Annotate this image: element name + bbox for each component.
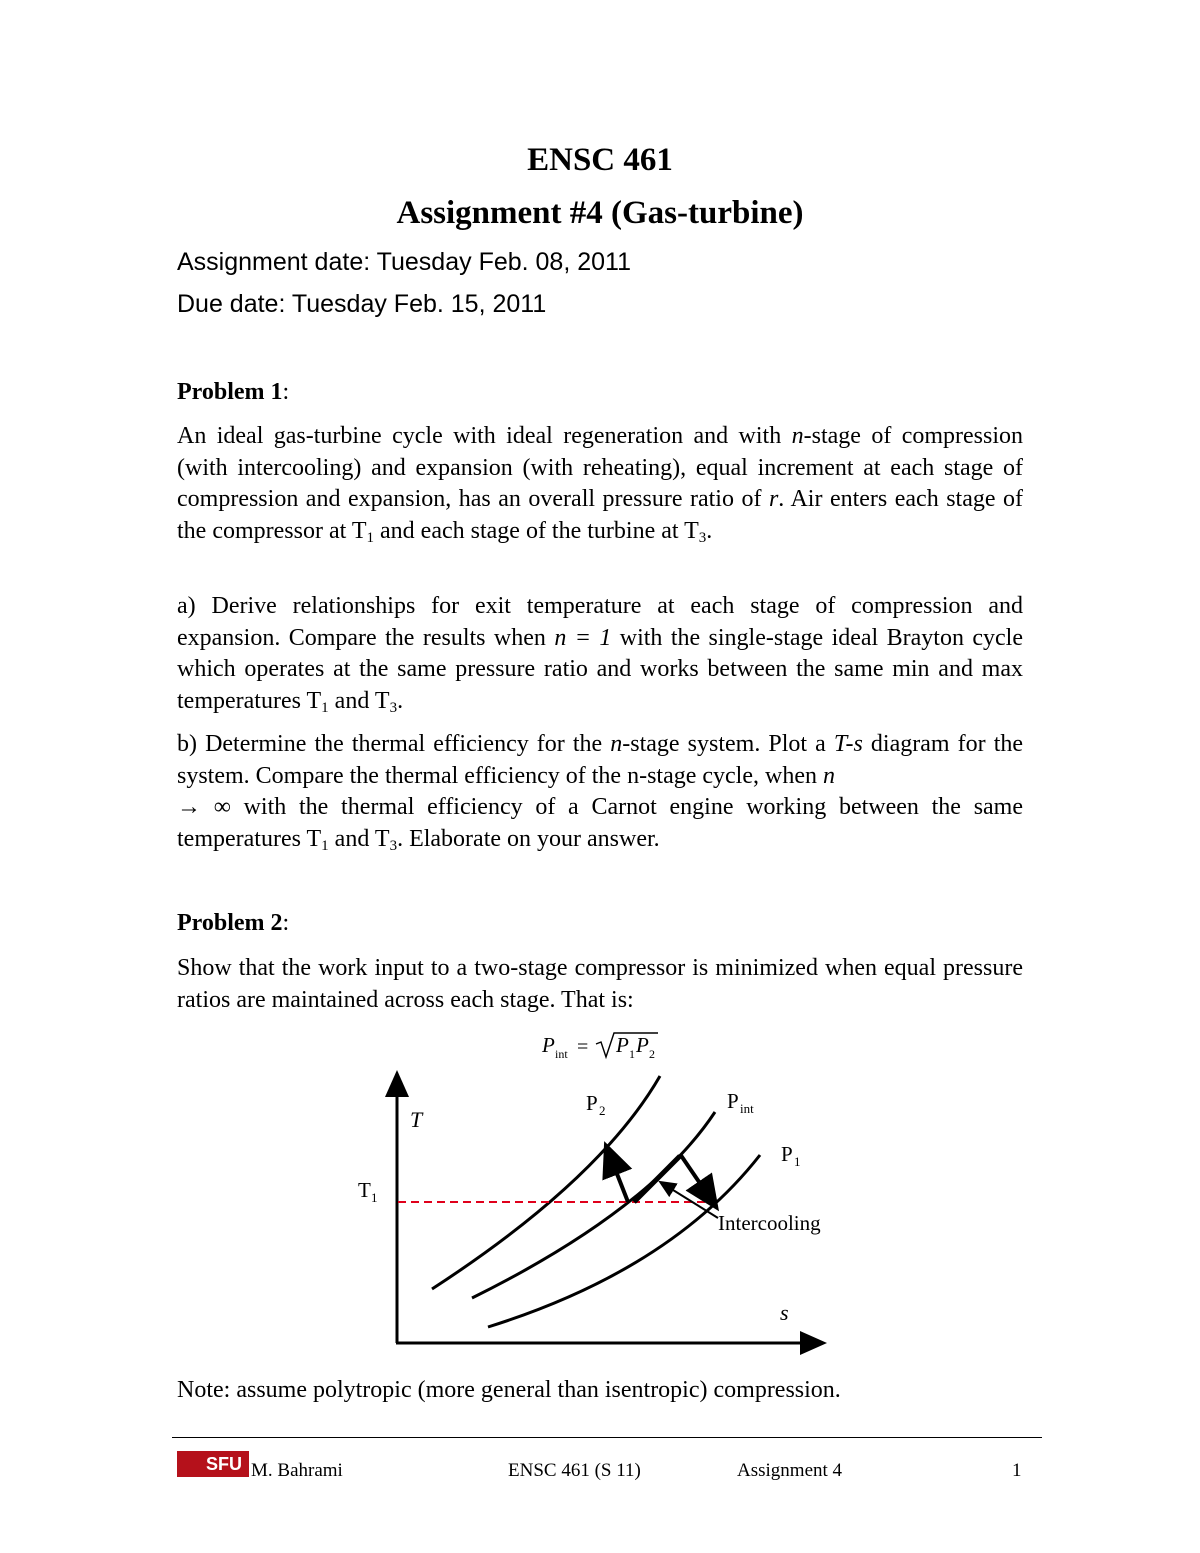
x-axis-label: s: [780, 1300, 789, 1325]
problem1-text: An ideal gas-turbine cycle with ideal regeneration and with n-stage of compression (with intercooling) and expansion (with reheating), equal increment at each stage of compression and expansion, has an overall pressure ratio of r. Air enters each stage of the compressor at $T_1$ and each stage of the turbine at $T_3$.: [177, 423, 1024, 546]
t1-label-sub: 1: [371, 1190, 378, 1205]
assignment-date: Assignment date: Tuesday Feb. 08, 2011: [177, 248, 631, 276]
intercooling-line: [634, 1156, 680, 1202]
assignment-title: Assignment #4 (Gas-turbine): [396, 195, 804, 231]
compression-arrow-1: [680, 1154, 710, 1198]
isobar-p1: [488, 1155, 760, 1327]
eq-rad1-sub: 1: [629, 1047, 635, 1061]
compression-arrow-2: [610, 1156, 628, 1202]
eq-rad2-sub: 2: [649, 1047, 655, 1061]
p1-label: P: [781, 1142, 793, 1166]
t1-label: T: [358, 1178, 371, 1202]
problem1-heading: Problem 1:: [177, 379, 290, 405]
ts-diagram: [340, 1030, 860, 1360]
footer-divider: [172, 1437, 1042, 1438]
problem1-part-b: b) Determine the thermal efficiency for the n-stage system. Plot a T-s diagram for the system. Compare the thermal efficiency of the n-stage cycle, when n → ∞ with the thermal efficiency of a Carnot engine working between the same temperatures $T_1$ and $T_3$. Elaborate on your answer.: [177, 731, 1024, 854]
pint-label: P: [727, 1089, 739, 1113]
eq-equals: =: [577, 1036, 589, 1058]
isobar-pint: [472, 1112, 715, 1298]
eq-lhs-sub: int: [555, 1047, 568, 1061]
p1-label-sub: 1: [794, 1154, 801, 1169]
problem1-part-a: a) Derive relationships for exit temperature at each stage of compression and expansion. Compare the results when n = 1 with the single-stage ideal Brayton cycle which operates at the same pressure ratio and works between the same min and max temperatures $T_1$ and $T_3$.: [177, 593, 1023, 716]
footer-page-number: 1: [1012, 1460, 1022, 1481]
due-date: Due date: Tuesday Feb. 15, 2011: [177, 290, 547, 318]
eq-rad2: P: [636, 1033, 649, 1057]
sfu-logo: SFU: [177, 1451, 249, 1477]
intercooling-label: Intercooling: [718, 1211, 821, 1235]
pint-label-sub: int: [740, 1101, 754, 1116]
problem2-text: Show that the work input to a two-stage compressor is minimized when equal pressure ratios are maintained across each stage. That is:: [177, 955, 1023, 1013]
problem2-heading: Problem 2:: [177, 910, 290, 936]
p2-label: P: [586, 1091, 598, 1115]
footer-course: ENSC 461 (S 11): [508, 1460, 641, 1481]
pressure-equation: [541, 1033, 658, 1061]
footer-assignment: Assignment 4: [737, 1460, 843, 1481]
footer-author: M. Bahrami: [251, 1460, 343, 1481]
problem2-note: Note: assume polytropic (more general than isentropic) compression.: [177, 1377, 841, 1403]
y-axis-label: T: [410, 1107, 423, 1132]
eq-lhs: P: [542, 1033, 555, 1057]
eq-rad1: P: [616, 1033, 629, 1057]
p2-label-sub: 2: [599, 1103, 606, 1118]
course-title: ENSC 461: [527, 142, 673, 178]
